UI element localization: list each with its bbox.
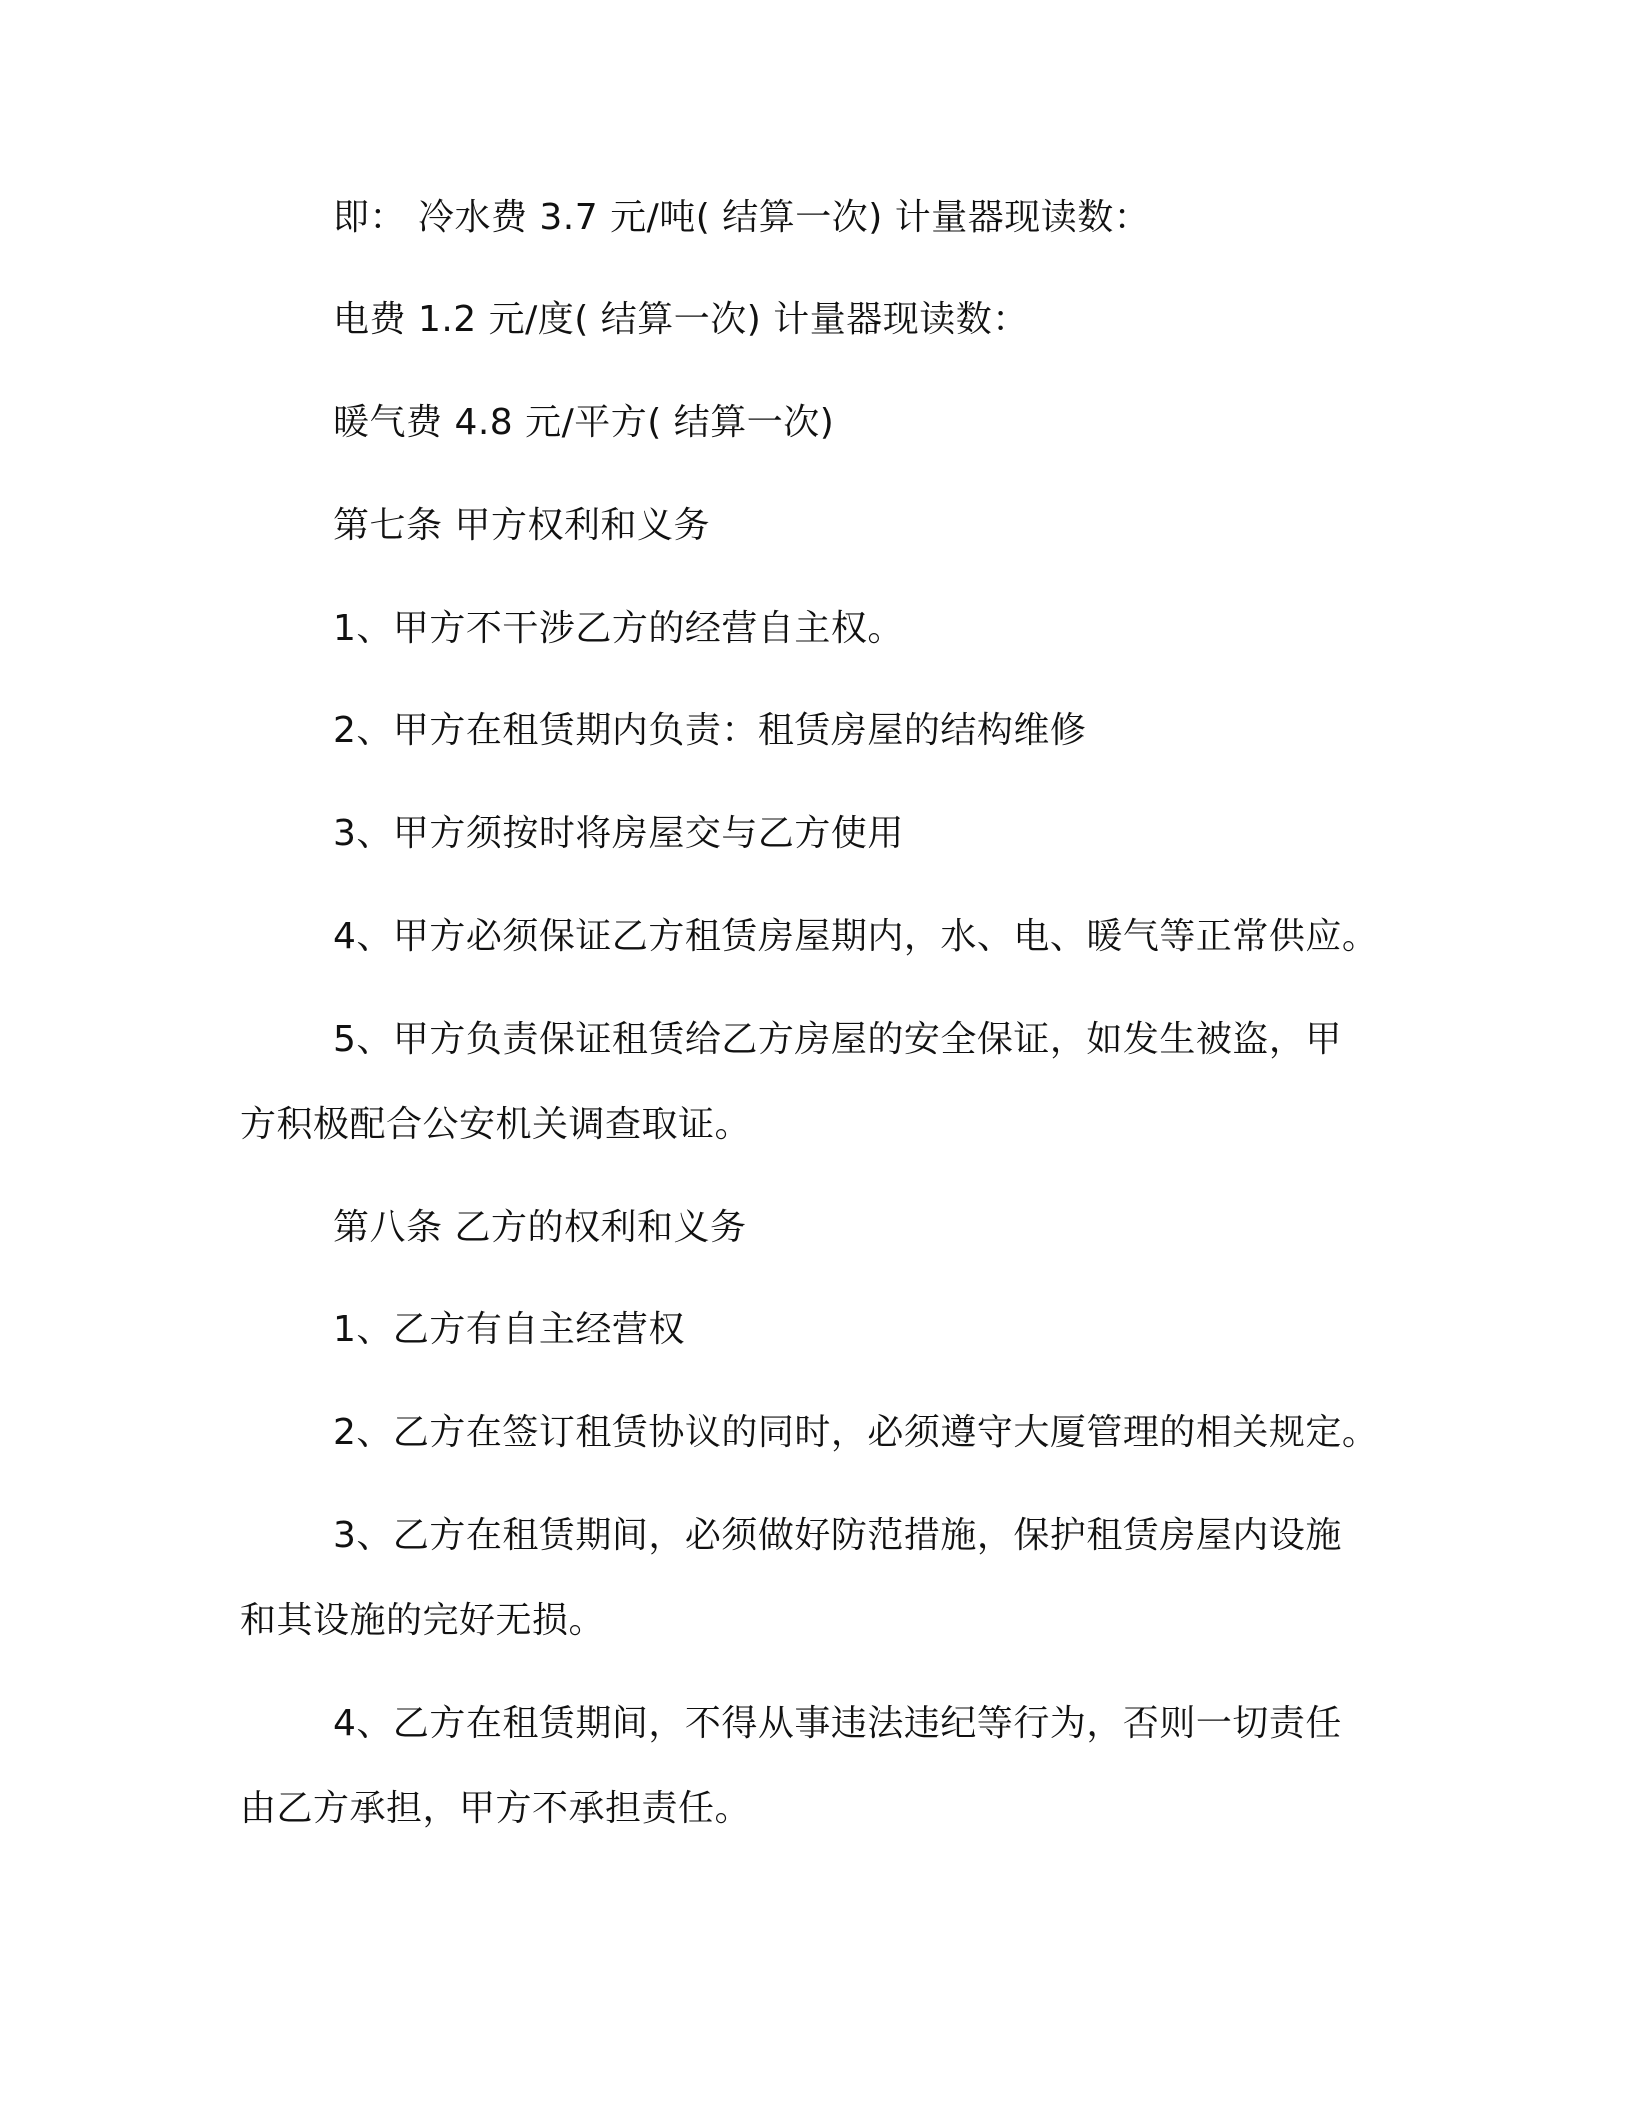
section-heading: 第七条 甲方权利和义务 (333, 505, 710, 546)
text-line: 由乙方承担，甲方不承担责任。 (240, 1788, 752, 1829)
text-line: 即： 冷水费 3.7 元/吨( 结算一次) 计量器现读数： (333, 197, 1151, 238)
text-line: 2、乙方在签订租赁协议的同时，必须遵守大厦管理的相关规定。 (333, 1412, 1379, 1453)
text-line: 暖气费 4.8 元/平方( 结算一次) (333, 402, 835, 443)
text-line: 3、乙方在租赁期间，必须做好防范措施，保护租赁房屋内设施 (333, 1515, 1342, 1556)
text-line: 方积极配合公安机关调查取证。 (240, 1104, 752, 1145)
section-heading: 第八条 乙方的权利和义务 (333, 1207, 747, 1248)
text-line: 1、乙方有自主经营权 (333, 1309, 685, 1350)
text-line: 4、乙方在租赁期间，不得从事违法违纪等行为，否则一切责任 (333, 1703, 1342, 1744)
text-line: 电费 1.2 元/度( 结算一次) 计量器现读数： (333, 299, 1029, 340)
text-line: 4、甲方必须保证乙方租赁房屋期内，水、电、暖气等正常供应。 (333, 916, 1379, 957)
text-line: 2、甲方在租赁期内负责：租赁房屋的结构维修 (333, 710, 1087, 751)
text-line: 5、甲方负责保证租赁给乙方房屋的安全保证，如发生被盗，甲 (333, 1019, 1342, 1060)
text-line: 3、甲方须按时将房屋交与乙方使用 (333, 813, 904, 854)
text-line: 和其设施的完好无损。 (240, 1600, 606, 1641)
text-line: 1、甲方不干涉乙方的经营自主权。 (333, 608, 904, 649)
